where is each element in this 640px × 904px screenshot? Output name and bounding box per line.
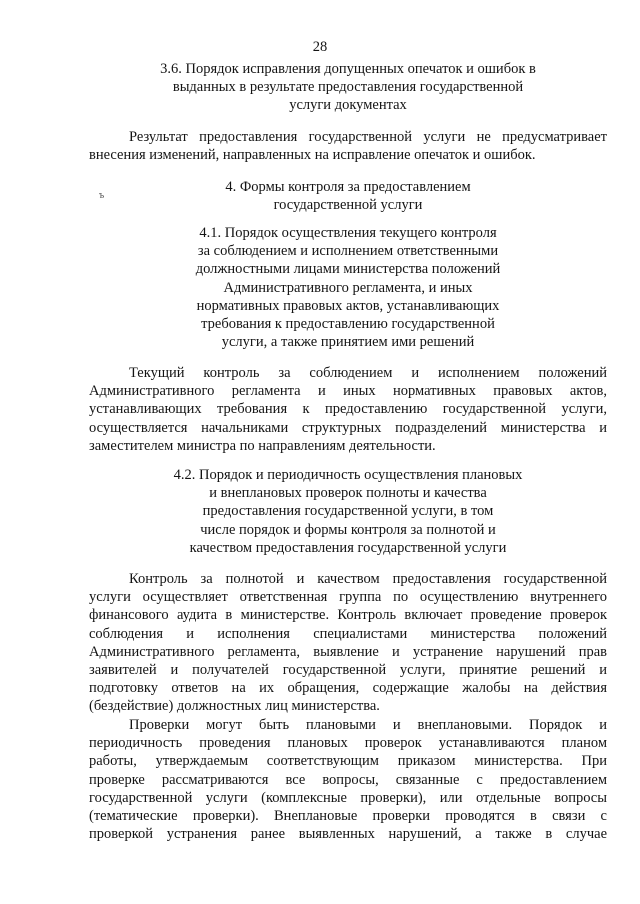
heading-line: за соблюдением и исполнением ответственными <box>197 243 499 260</box>
paragraph-line: Контроль за полнотой и качеством предоставления государственной <box>129 571 607 587</box>
paragraph-line: осуществляется начальниками структурных подразделений министерства и <box>89 419 607 436</box>
heading-line: услуги, а также принятием ими решений <box>221 334 475 351</box>
heading-line: услуги документах <box>289 97 407 114</box>
paragraph-line: государственной услуги (комплексные проверки), или отдельные вопросы <box>89 789 607 806</box>
paragraph-line: Результат предоставления государственной услуги не предусматривает <box>129 129 607 145</box>
paragraph-line: периодичность проведения плановых проверок устанавливаются планом <box>89 735 607 752</box>
heading-4 <box>89 178 607 214</box>
heading-line: 4. Формы контроля за предоставлением <box>225 179 471 195</box>
paragraph-line: услуги осуществляет ответственная группа по осуществлению внутреннего <box>89 589 607 606</box>
heading-line: государственной услуги <box>273 197 423 214</box>
page-number: 28 <box>312 39 328 55</box>
heading-line: выданных в результате предоставления государственной <box>172 79 524 96</box>
paragraph-line: Административного регламента и иных нормативных правовых актов, <box>89 383 607 400</box>
paragraph-line: (бездействие) должностных лиц министерства. <box>89 698 380 715</box>
paragraph-line: работы, утверждаемым соответствующим приказом министерства. При <box>89 753 607 770</box>
heading-3-6 <box>89 60 607 115</box>
paragraph-line: заявителей и получателей государственной услуги, принятие решений и <box>89 661 607 678</box>
heading-line: предоставления государственной услуги, в том <box>202 503 494 520</box>
paragraph-line: проверке рассматриваются все вопросы, связанные с предоставлением <box>89 771 607 788</box>
paragraph-line: проверкой устранения ранее выявленных нарушений, а также в случае <box>89 826 607 843</box>
paragraph-line: Административного регламента, выявление и устранение нарушений прав <box>89 643 607 660</box>
paragraph-quality-control <box>89 570 607 716</box>
paragraph-result <box>89 128 607 164</box>
heading-line: числе порядок и формы контроля за полнотой и <box>200 521 496 538</box>
heading-line: 4.1. Порядок осуществления текущего контроля <box>199 225 497 241</box>
heading-line: требования к предоставлению государственной <box>201 316 495 333</box>
paragraph-line: устанавливающих требования к предоставлению государственной услуги, <box>89 401 607 418</box>
paragraph-line: Проверки могут быть плановыми и внеплановыми. Порядок и <box>129 717 607 733</box>
paragraph-inspections <box>89 716 607 843</box>
heading-4-1 <box>89 224 607 351</box>
heading-4-2 <box>89 466 607 557</box>
paragraph-line: (тематические проверки). Внеплановые проверки проводятся в связи с <box>89 807 607 824</box>
heading-line: должностными лицами министерства положений <box>195 261 501 278</box>
paragraph-line: внесения изменений, направленных на исправление опечаток и ошибок. <box>89 147 536 164</box>
heading-line: 3.6. Порядок исправления допущенных опечаток и ошибок в <box>160 61 536 77</box>
paragraph-line: финансового аудита в министерстве. Контроль включает проведение проверок <box>89 607 607 624</box>
paragraph-line: подготовку ответов на их обращения, содержащие жалобы на действия <box>89 680 607 697</box>
heading-line: и внеплановых проверок полноты и качества <box>209 485 487 502</box>
heading-line: 4.2. Порядок и периодичность осуществления плановых <box>173 467 523 483</box>
paragraph-line: Текущий контроль за соблюдением и исполнением положений <box>129 365 607 381</box>
stray-mark: ъ <box>99 190 105 201</box>
heading-line: качеством предоставления государственной услуги <box>189 539 507 556</box>
heading-line: Административного регламента, и иных <box>223 279 473 296</box>
paragraph-line: соблюдения и исполнения специалистами министерства положений <box>89 625 607 642</box>
paragraph-current-control <box>89 364 607 455</box>
heading-line: нормативных правовых актов, устанавливающих <box>196 297 500 314</box>
paragraph-line: заместителем министра по направлениям деятельности. <box>89 437 436 454</box>
